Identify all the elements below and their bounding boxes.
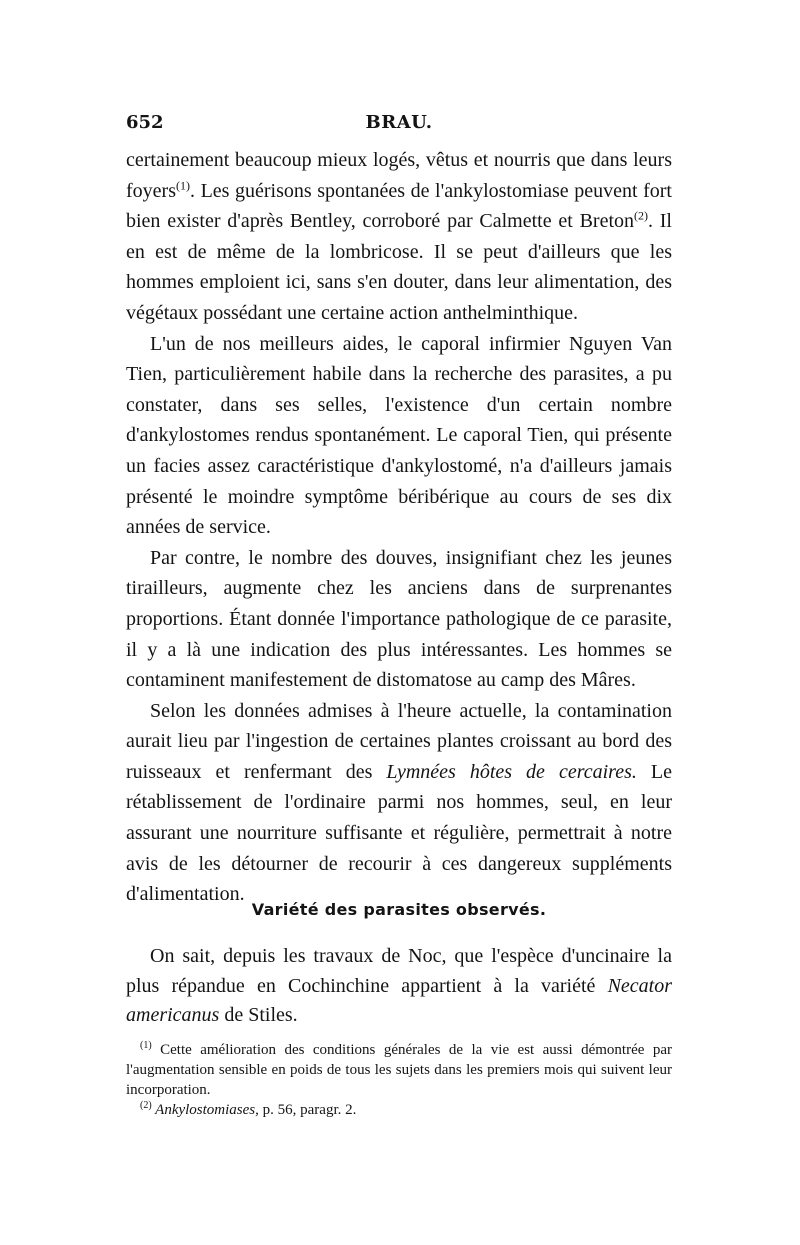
paragraph-text: Le rétablissement de l'ordinaire parmi nos hommes, seul, en leur assurant une nourriture suffisante et régulière, permettrait à notre avis de les détourner de recourir à ces dangereux suppléments d'alimentation. <box>126 760 672 906</box>
paragraph-text: . Il en est de même de la lombricose. Il se peut d'ailleurs que les hommes emploient ici, sans s'en douter, dans leur alimentation, des végétaux possédant une certaine action anthelminthique. <box>126 210 672 324</box>
italic-term: Lymnées hôtes de cercaires. <box>386 760 637 783</box>
footnote-ref: (1) <box>175 177 190 192</box>
paragraph-text: certainement beaucoup mieux logés, vêtus et nourris que dans leurs foyers <box>126 149 672 202</box>
body-text <box>126 145 672 910</box>
footnote <box>126 1040 672 1100</box>
paragraph-text: de Stiles. <box>219 1004 298 1026</box>
paragraph-text: Selon les données admises à l'heure actuelle, la contamination aurait lieu par l'ingestion de certaines plantes croissant au bord des ruisseaux et renfermant des <box>126 699 672 783</box>
paragraph <box>126 696 672 910</box>
italic-term: Necator americanus <box>126 974 672 1026</box>
paragraph-text: On sait, depuis les travaux de Noc, que l'espèce d'uncinaire la plus répandue en Cochinchine appartient à la variété <box>126 945 672 997</box>
section-title: Variété des parasites observés. <box>251 900 547 919</box>
footnote-ref: (2) <box>634 208 648 223</box>
paragraph: L'un de nos meilleurs aides, le caporal infirmier Nguyen Van Tien, particulièrement habile dans la recherche des parasites, a pu constater, dans ses selles, l'existence d'un certain nombre d'ankylostomes rendus spontanément. Le caporal Tien, qui présente un facies assez caractéristique d'ankylostomé, n'a d'ailleurs jamais présenté le moindre symptôme béribérique au cours de ses dix années de service. <box>126 332 672 539</box>
footnote-text: Cette amélioration des conditions générales de la vie est aussi démontrée par l'augmentation sensible en poids de tous les sujets dans les premiers mois qui suivent leur incorporation. <box>126 1042 672 1098</box>
paragraph-text: . Les guérisons spontanées de l'ankylostomiase peuvent fort bien exister d'après Bentley, corroboré par Calmette et Breton <box>126 179 672 233</box>
section-paragraph <box>126 942 672 1031</box>
paragraph: Par contre, le nombre des douves, insignifiant chez les jeunes tirailleurs, augmente chez les anciens dans de surprenantes proportions. Étant donnée l'importance pathologique de ce parasite, il y a là une indication des plus intéressantes. Les hommes se contaminent manifestement de distomatose au camp des Mâres. <box>126 546 672 692</box>
running-head: BRAU. <box>365 112 433 133</box>
footnotes <box>126 1040 672 1120</box>
italic-term: Ankylostomiases <box>151 1102 256 1118</box>
footnote-mark: (1) <box>140 1040 152 1051</box>
page-header <box>126 112 672 142</box>
page-number: 652 <box>126 112 164 133</box>
paragraph <box>126 145 672 329</box>
footnote <box>126 1100 672 1120</box>
footnote-mark: (2) <box>140 1100 152 1111</box>
footnote-text: , p. 56, paragr. 2. <box>255 1102 357 1118</box>
